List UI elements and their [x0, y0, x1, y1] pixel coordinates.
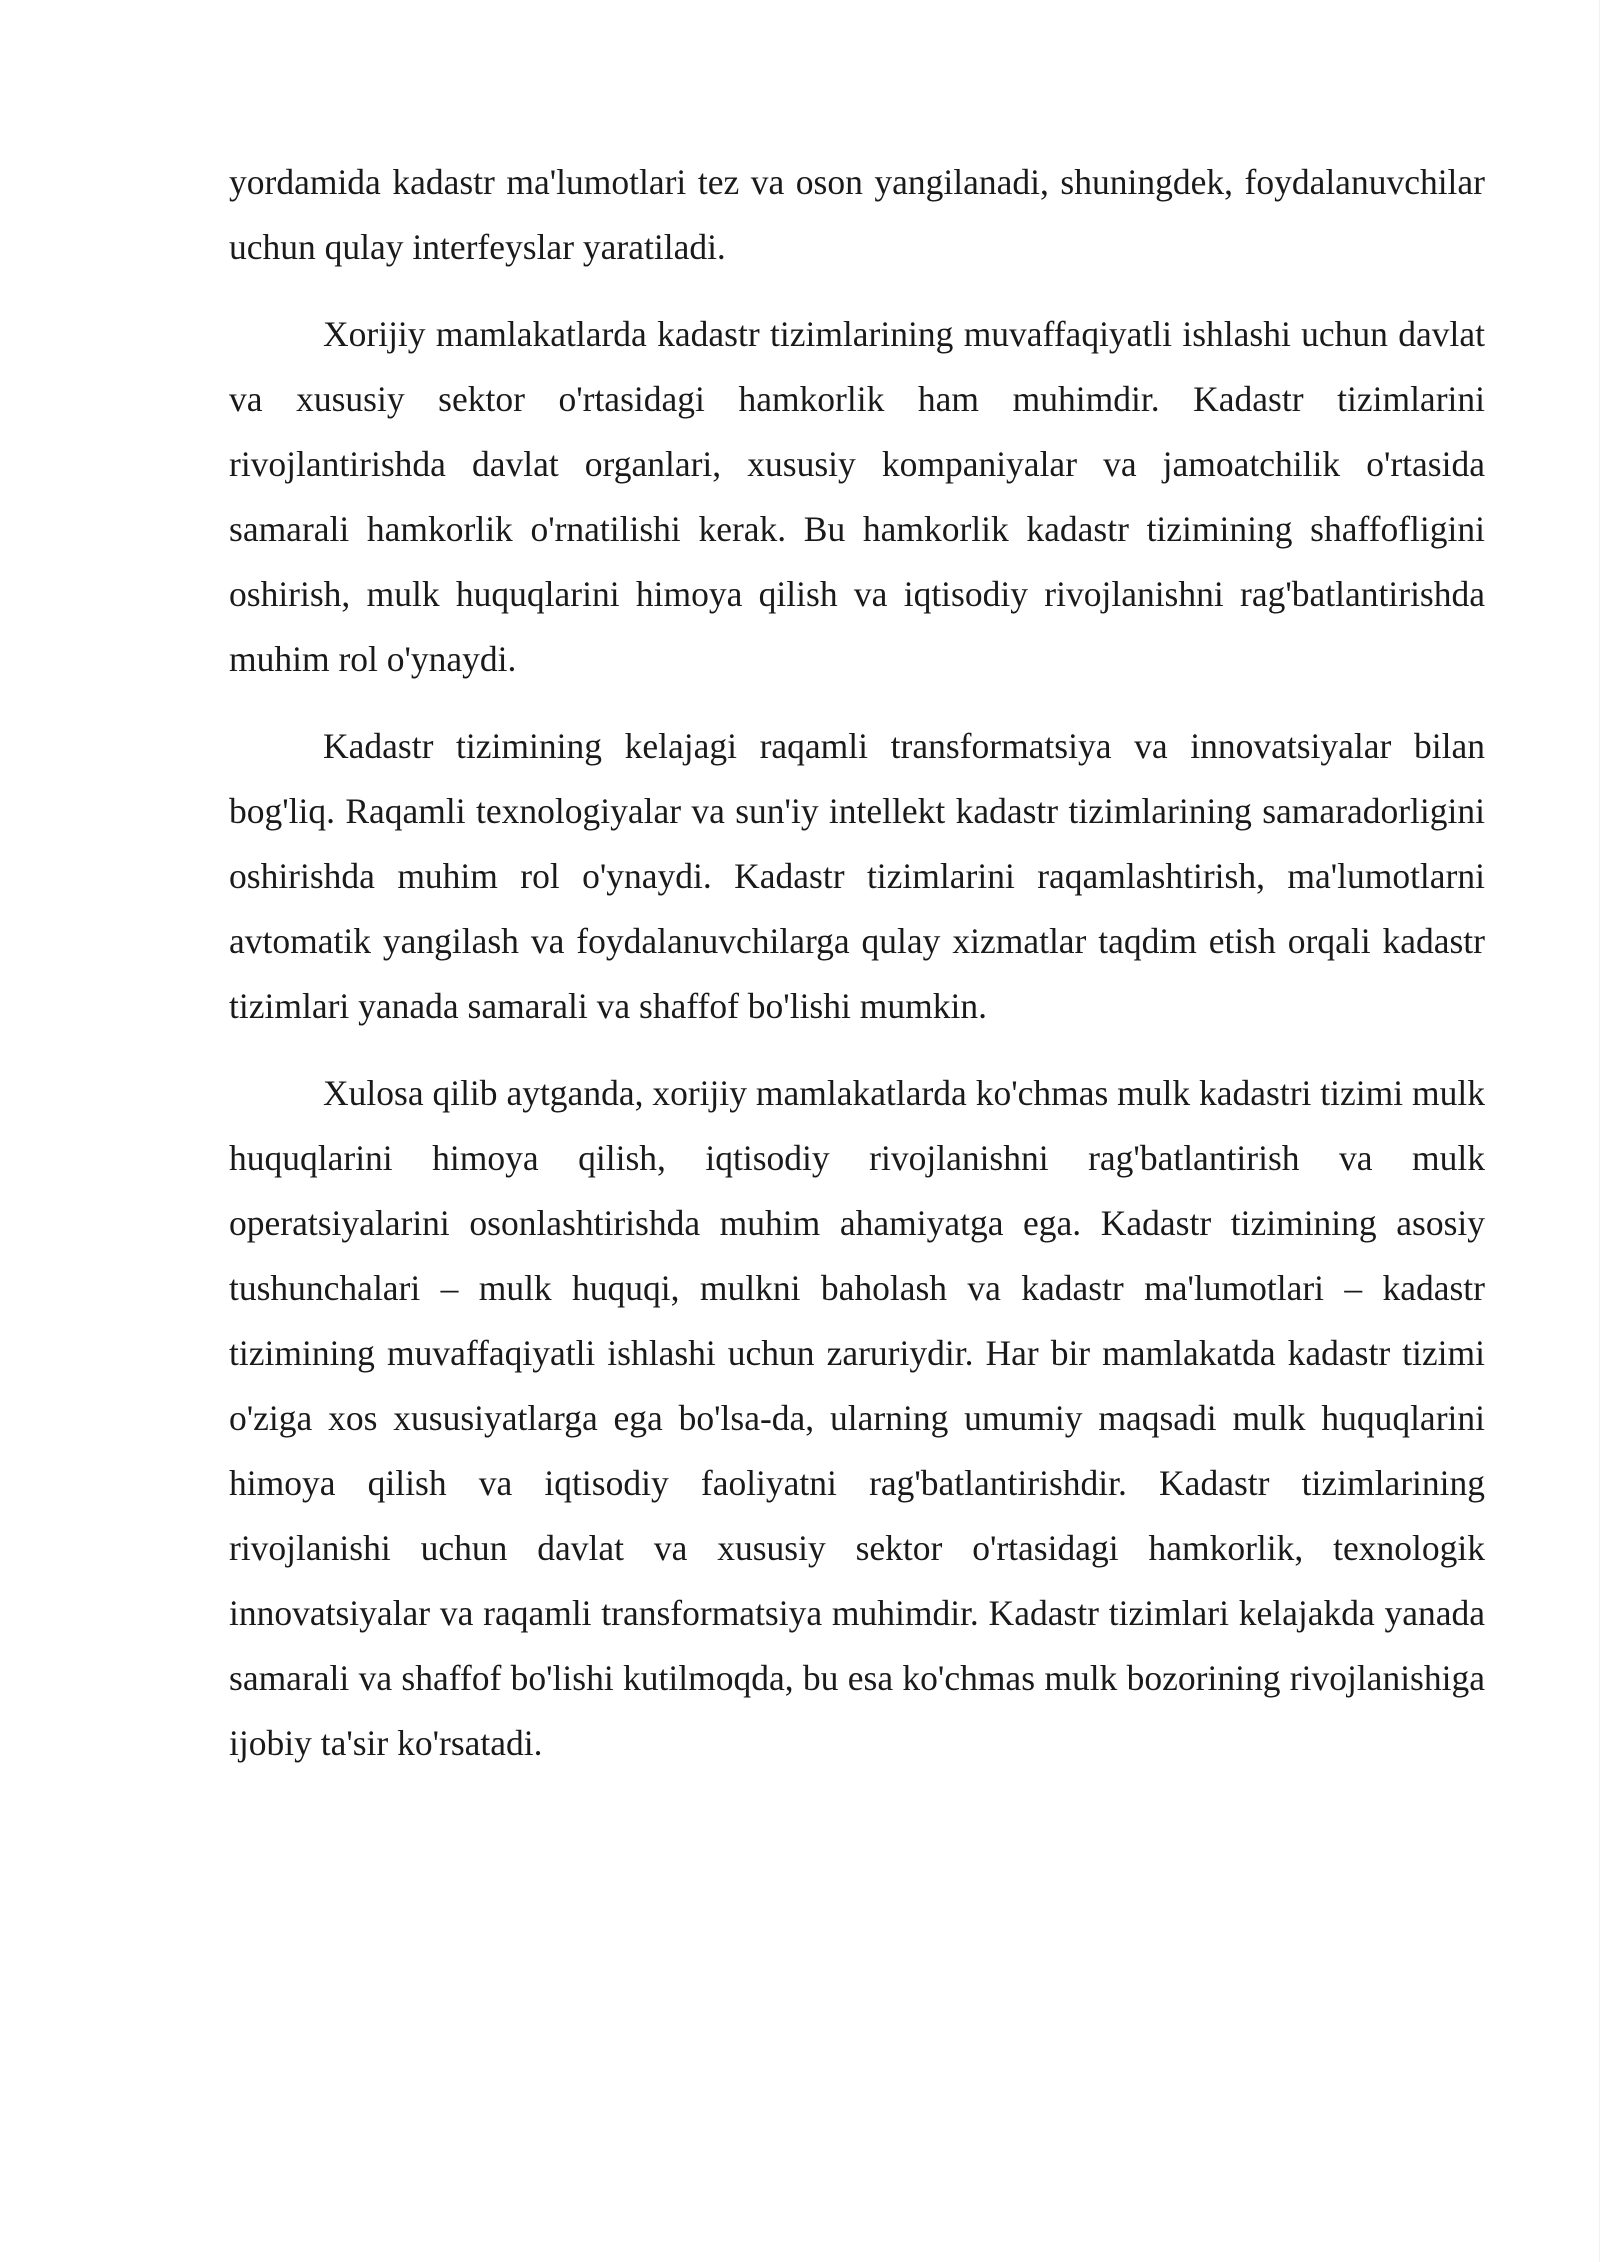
paragraph-continuation: yordamida kadastr ma'lumotlari tez va oson yangilanadi, shuningdek, foydalanuvchilar uchun qulay interfeyslar yaratiladi. [229, 162, 1485, 267]
document-body [229, 150, 1485, 1798]
paragraph-public-private-cooperation: Xorijiy mamlakatlarda kadastr tizimlarining muvaffaqiyatli ishlashi uchun davlat va xususiy sektor o'rtasidagi hamkorlik ham muhimdir. Kadastr tizimlarini rivojlantirishda davlat organlari, xususiy kompaniyalar va jamoatchilik o'rtasida samarali hamkorlik o'rnatilishi kerak. Bu hamkorlik kadastr tizimining shaffofligini oshirish, mulk huquqlarini himoya qilish va iqtisodiy rivojlanishni rag'batlantirishda muhim rol o'ynaydi. [229, 314, 1485, 679]
paragraph-digital-future: Kadastr tizimining kelajagi raqamli transformatsiya va innovatsiyalar bilan bog'liq. Raqamli texnologiyalar va sun'iy intellekt kadastr tizimlarining samaradorligini oshirishda muhim rol o'ynaydi. Kadastr tizimlarini raqamlashtirish, ma'lumotlarni avtomatik yangilash va foydalanuvchilarga qulay xizmatlar taqdim etish orqali kadastr tizimlari yanada samarali va shaffof bo'lishi mumkin. [229, 726, 1485, 1026]
paragraph-conclusion: Xulosa qilib aytganda, xorijiy mamlakatlarda ko'chmas mulk kadastri tizimi mulk huquqlarini himoya qilish, iqtisodiy rivojlanishni rag'batlantirish va mulk operatsiyalarini osonlashtirishda muhim ahamiyatga ega. Kadastr tizimining asosiy tushunchalari – mulk huquqi, mulkni baholash va kadastr ma'lumotlari – kadastr tizimining muvaffaqiyatli ishlashi uchun zaruriydir. Har bir mamlakatda kadastr tizimi o'ziga xos xususiyatlarga ega bo'lsa-da, ularning umumiy maqsadi mulk huquqlarini himoya qilish va iqtisodiy faoliyatni rag'batlantirishdir. Kadastr tizimlarining rivojlanishi uchun davlat va xususiy sektor o'rtasidagi hamkorlik, texnologik innovatsiyalar va raqamli transformatsiya muhimdir. Kadastr tizimlari kelajakda yanada samarali va shaffof bo'lishi kutilmoqda, bu esa ko'chmas mulk bozorining rivojlanishiga ijobiy ta'sir ko'rsatadi. [229, 1073, 1485, 1763]
